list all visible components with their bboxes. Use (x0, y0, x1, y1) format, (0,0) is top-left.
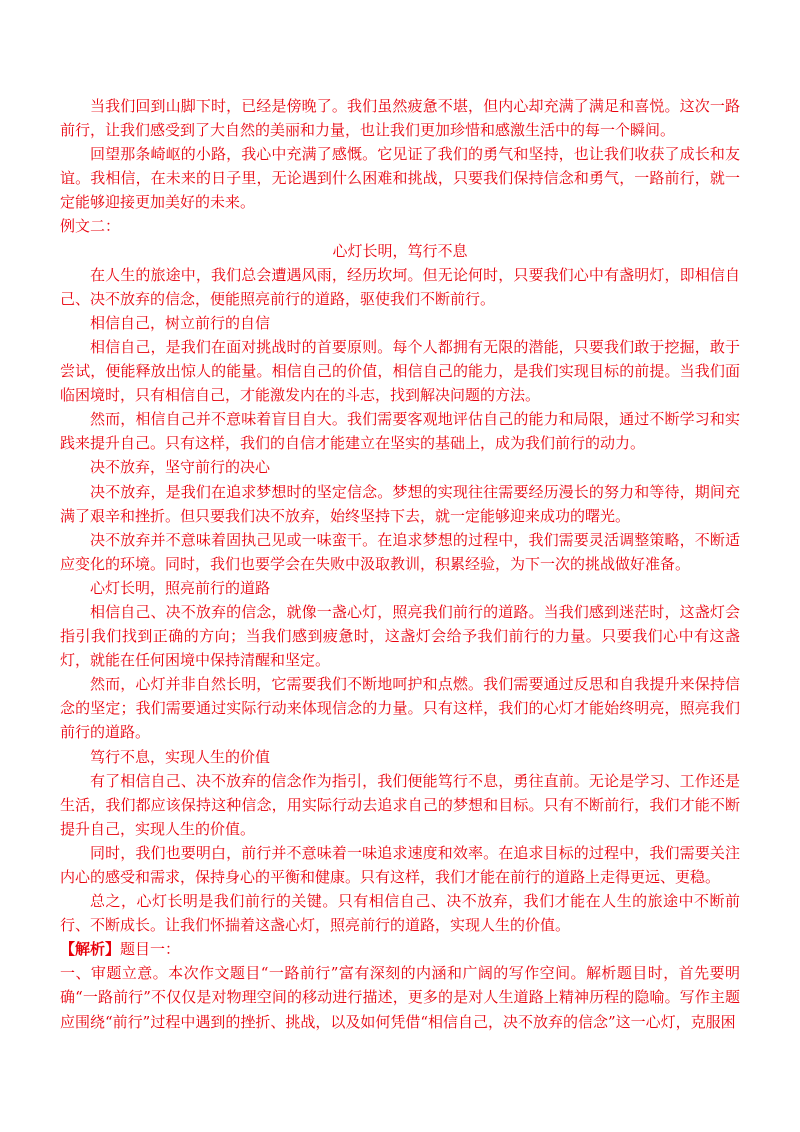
essay-title: 心灯长明，笃行不息 (332, 241, 468, 260)
paragraph: 然而，相信自己并不意味着盲目自大。我们需要客观地评估自己的能力和局限，通过不断学习和实践来提升自己。只有这样，我们的自信才能建立在坚实的基础上，成为我们前行的动力。 (60, 410, 740, 453)
paragraph: 相信自己，是我们在面对挑战时的首要原则。每个人都拥有无限的潜能，只要我们敢于挖掘，敢于尝试，便能释放出惊人的能量。相信自己的价值，相信自己的能力，是我们实现目标的前提。当我们面临困境时，只有相信自己，才能激发内在的斗志，找到解决问题的方法。 (60, 337, 740, 405)
subheading: 相信自己，树立前行的自信 (90, 313, 271, 332)
document-body (60, 94, 740, 1034)
analysis-label: 【解析】 (60, 940, 121, 959)
subheading: 心灯长明，照亮前行的道路 (90, 578, 271, 597)
subheading: 决不放弃，坚守前行的决心 (90, 458, 271, 477)
subheading: 笃行不息，实现人生的价值 (90, 747, 271, 766)
paragraph: 在人生的旅途中，我们总会遭遇风雨，经历坎坷。但无论何时，只要我们心中有盏明灯，即相信自己、决不放弃的信念，便能照亮前行的道路，驱使我们不断前行。 (60, 265, 740, 308)
paragraph: 当我们回到山脚下时，已经是傍晚了。我们虽然疲惫不堪，但内心却充满了满足和喜悦。这次一路前行，让我们感受到了大自然的美丽和力量，也让我们更加珍惜和感激生活中的每一个瞬间。 (60, 97, 740, 140)
paragraph: 回望那条崎岖的小路，我心中充满了感慨。它见证了我们的勇气和坚持，也让我们收获了成长和友谊。我相信，在未来的日子里，无论遇到什么困难和挑战，只要我们保持信念和勇气，一路前行，就一定能够迎接更加美好的未来。 (60, 145, 740, 212)
analysis-heading (60, 937, 740, 961)
paragraph: 然而，心灯并非自然长明，它需要我们不断地呵护和点燃。我们需要通过反思和自我提升来保持信念的坚定；我们需要通过实际行动来体现信念的力量。只有这样，我们的心灯才能始终明亮，照亮我们前行的道路。 (60, 675, 740, 742)
paragraph: 总之，心灯长明是我们前行的关键。只有相信自己、决不放弃，我们才能在人生的旅途中不断前行、不断成长。让我们怀揣着这盏心灯，照亮前行的道路，实现人生的价值。 (60, 892, 740, 935)
paragraph: 同时，我们也要明白，前行并不意味着一味追求速度和效率。在追求目标的过程中，我们需要关注内心的感受和需求，保持身心的平衡和健康。只有这样，我们才能在前行的道路上走得更远、更稳。 (60, 843, 740, 886)
analysis-subtitle: 题目一： (120, 940, 181, 959)
paragraph: 相信自己、决不放弃的信念，就像一盏心灯，照亮我们前行的道路。当我们感到迷茫时，这盏灯会指引我们找到正确的方向；当我们感到疲惫时，这盏灯会给予我们前行的力量。只要我们心中有这盏灯，就能在任何困境中保持清醒和坚定。 (60, 602, 740, 670)
paragraph: 决不放弃，是我们在追求梦想时的坚定信念。梦想的实现往往需要经历漫长的努力和等待，期间充满了艰辛和挫折。但只要我们决不放弃，始终坚持下去，就一定能够迎来成功的曙光。 (60, 482, 740, 525)
paragraph: 决不放弃并不意味着固执己见或一味蛮干。在追求梦想的过程中，我们需要灵活调整策略，不断适应变化的环境。同时，我们也要学会在失败中汲取教训，积累经验，为下一次的挑战做好准备。 (60, 530, 740, 573)
paragraph: 有了相信自己、决不放弃的信念作为指引，我们便能笃行不息，勇往直前。无论是学习、工作还是生活，我们都应该保持这种信念，用实际行动去追求自己的梦想和目标。只有不断前行，我们才能不断提升自己，实现人生的价值。 (60, 771, 740, 838)
section-label: 例文二： (60, 217, 121, 236)
paragraph: 一、审题立意。本次作文题目“一路前行”富有深刻的内涵和广阔的写作空间。解析题目时，首先要明确“一路前行”不仅仅是对物理空间的移动进行描述，更多的是对人生道路上精神历程的隐喻。写作主题应围绕“前行”过程中遇到的挫折、挑战，以及如何凭借“相信自己，决不放弃的信念”这一心灯，克服困 (60, 964, 740, 1031)
